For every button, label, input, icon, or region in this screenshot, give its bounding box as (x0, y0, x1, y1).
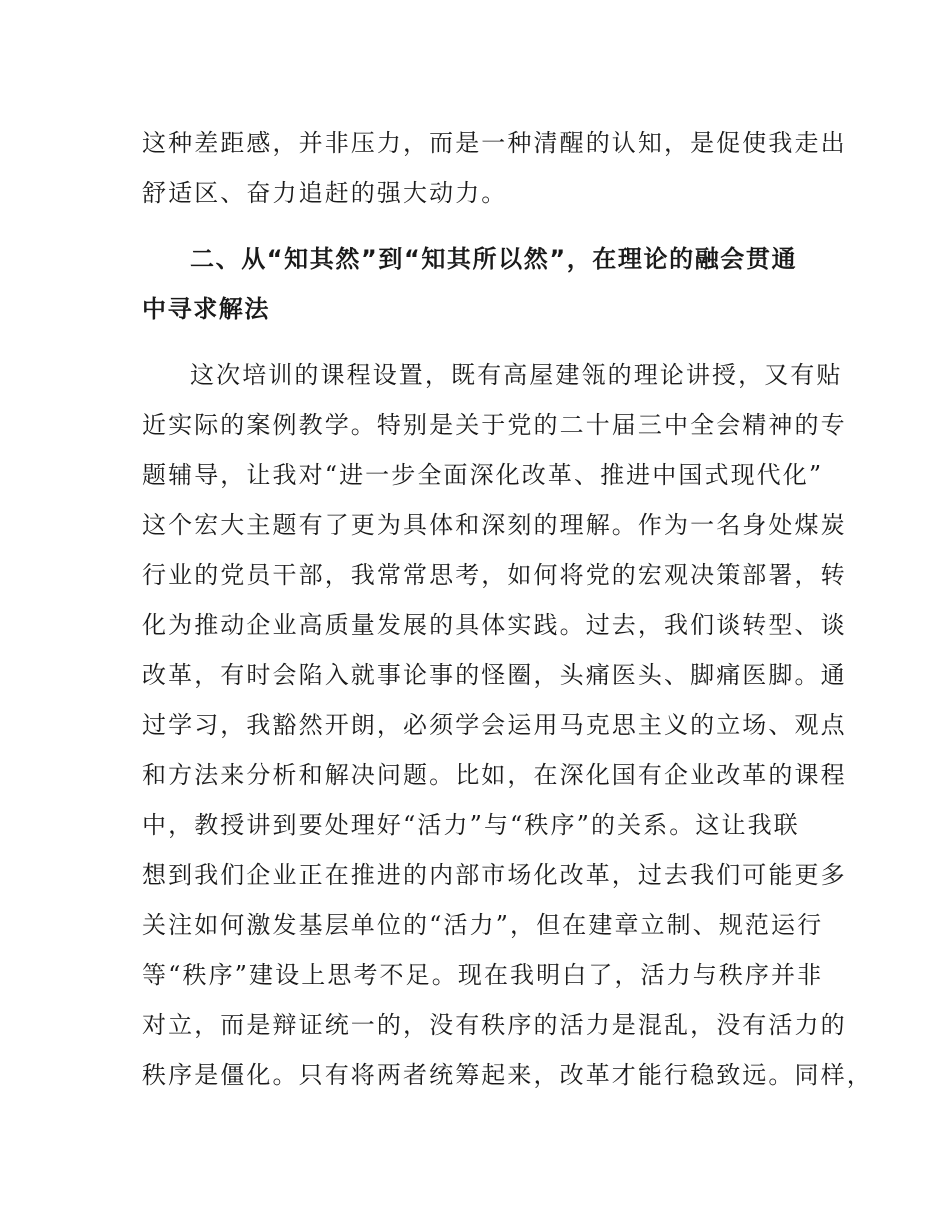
paragraph-line: 等“秩序”建设上思考不足。现在我明白了，活力与秩序并非 (142, 961, 824, 989)
paragraph-line: 化为推动企业高质量发展的具体实践。过去，我们谈转型、谈 (142, 611, 847, 639)
paragraph-line: 这种差距感，并非压力，而是一种清醒的认知，是促使我走出 (142, 129, 847, 157)
paragraph-line: 中，教授讲到要处理好“活力”与“秩序”的关系。这让我联 (142, 811, 800, 839)
paragraph-line: 和方法来分析和解决问题。比如，在深化国有企业改革的课程 (142, 761, 847, 789)
paragraph-line: 秩序是僵化。只有将两者统筹起来，改革才能行稳致远。同样， (142, 1061, 873, 1089)
heading-line: 二、从“知其然”到“知其所以然”，在理论的融会贯通 (190, 245, 798, 273)
paragraph-line: 过学习，我豁然开朗，必须学会运用马克思主义的立场、观点 (142, 711, 847, 739)
paragraph-line: 改革，有时会陷入就事论事的怪圈，头痛医头、脚痛医脚。通 (142, 661, 847, 689)
paragraph-line: 近实际的案例教学。特别是关于党的二十届三中全会精神的专 (142, 411, 847, 439)
paragraph-line: 这次培训的课程设置，既有高屋建瓴的理论讲授，又有贴 (190, 361, 843, 389)
heading-line: 中寻求解法 (142, 295, 270, 323)
paragraph-line: 这个宏大主题有了更为具体和深刻的理解。作为一名身处煤炭 (142, 511, 847, 539)
paragraph-line: 关注如何激发基层单位的“活力”，但在建章立制、规范运行 (142, 911, 824, 939)
intro-paragraph (142, 118, 847, 218)
paragraph-line: 对立，而是辩证统一的，没有秩序的活力是混乱，没有活力的 (142, 1011, 847, 1039)
paragraph-line: 行业的党员干部，我常常思考，如何将党的宏观决策部署，转 (142, 561, 847, 589)
paragraph-line: 想到我们企业正在推进的内部市场化改革，过去我们可能更多 (142, 861, 847, 889)
body-paragraph (142, 350, 873, 1100)
section-heading (142, 234, 812, 334)
paragraph-line: 题辅导，让我对“进一步全面深化改革、推进中国式现代化” (142, 461, 824, 489)
paragraph-line: 舒适区、奋力追赶的强大动力。 (142, 179, 508, 207)
